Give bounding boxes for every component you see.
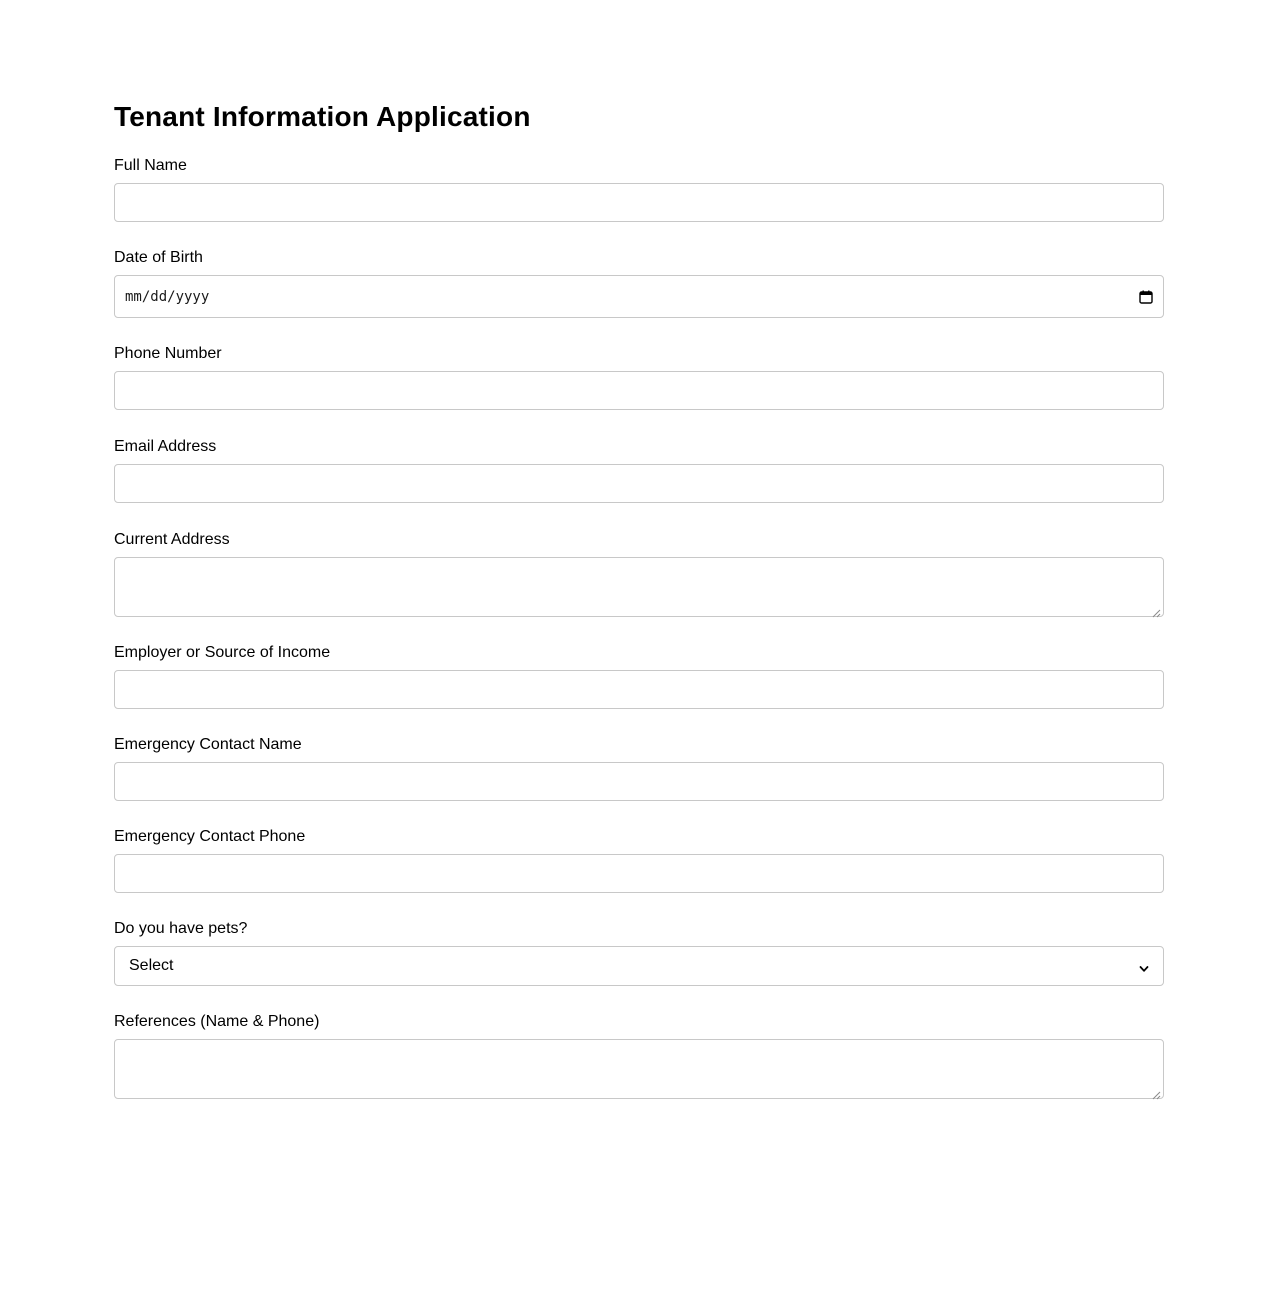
employer-input[interactable] (114, 670, 1164, 709)
emergency-contact-name-input[interactable] (114, 762, 1164, 801)
full-name-label: Full Name (114, 157, 187, 174)
date-of-birth-input[interactable] (114, 275, 1164, 318)
date-placeholder: mm/dd/yyyy (125, 288, 210, 305)
emergency-contact-phone-label: Emergency Contact Phone (114, 828, 306, 845)
emergency-contact-phone-input[interactable] (114, 854, 1164, 893)
pets-select[interactable] (114, 946, 1164, 986)
emergency-contact-name-label: Emergency Contact Name (114, 736, 302, 753)
current-address-textarea[interactable] (114, 557, 1164, 617)
employer-label: Employer or Source of Income (114, 644, 331, 661)
chevron-down-icon (1139, 961, 1149, 971)
resize-handle-icon[interactable] (1152, 1087, 1161, 1096)
pets-select-value: Select (129, 957, 174, 974)
full-name-input[interactable] (114, 183, 1164, 222)
page-title: Tenant Information Application (114, 101, 531, 132)
email-address-input[interactable] (114, 464, 1164, 503)
pets-label: Do you have pets? (114, 920, 248, 937)
references-label: References (Name & Phone) (114, 1013, 320, 1030)
tenant-application-form (114, 100, 1164, 1099)
current-address-label: Current Address (114, 531, 230, 548)
calendar-icon[interactable] (1139, 290, 1153, 304)
email-address-label: Email Address (114, 438, 217, 455)
resize-handle-icon[interactable] (1152, 605, 1161, 614)
phone-number-label: Phone Number (114, 345, 222, 362)
phone-number-input[interactable] (114, 371, 1164, 410)
references-textarea[interactable] (114, 1039, 1164, 1099)
date-of-birth-label: Date of Birth (114, 249, 203, 266)
